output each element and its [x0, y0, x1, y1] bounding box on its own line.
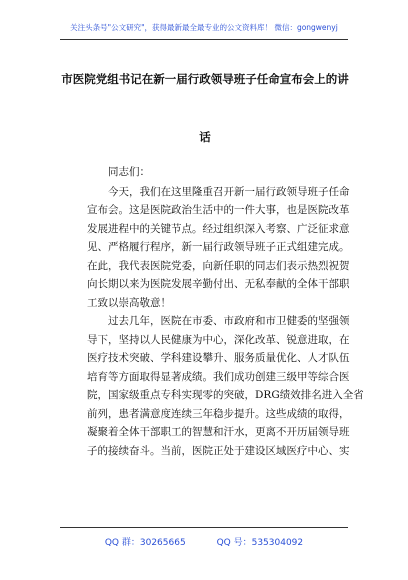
paragraph-line: 培育等方面取得显著成绩。我们成功创建三级甲等综合医 [87, 370, 350, 383]
document-title-line-2: 话 [199, 130, 211, 144]
footer-divider [60, 527, 348, 528]
header-note: 关注头条号"公文研究"，获得最新最全最专业的公文资料库！ 微信：gongwenyj [70, 23, 338, 32]
paragraph-line: 工致以崇高敬意！ [87, 296, 171, 309]
paragraph-line: 子的接续奋斗。当前，医院正处于建设区域医疗中心、实 [87, 444, 350, 457]
paragraph-line: 今天，我们在这里隆重召开新一届行政领导班子任命 [108, 185, 350, 198]
paragraph-line: 医疗技术突破、学科建设攀升、服务质量优化、人才队伍 [87, 352, 350, 364]
footer-qq-number: QQ 号：535304092 [216, 538, 304, 548]
paragraph-line: 院，国家级重点专科实现零的突破，DRG绩效排名进入全省 [87, 389, 364, 401]
paragraph-line: 发展进程中的关键节点。经过组织深入考察、广泛征求意 [87, 222, 350, 235]
paragraph-3 [87, 312, 364, 460]
footer-qq-group: QQ 群：30265665 [104, 538, 186, 548]
footer [0, 535, 408, 548]
paragraph-line: 宣布会。这是医院政治生活中的一件大事，也是医院改革 [87, 204, 350, 216]
document-title-line-1: 市医院党组书记在新一届行政领导班子任命宣布会上的讲 [61, 72, 349, 86]
document-body [87, 163, 364, 460]
paragraph-line: 前列，患者满意度连续三年稳步提升。这些成绩的取得， [87, 407, 350, 420]
paragraph-line: 导下，坚持以人民健康为中心，深化改革、锐意进取，在 [87, 333, 350, 346]
header-divider [60, 39, 348, 40]
salutation: 同志们： [108, 166, 150, 178]
paragraph-line: 在此，我代表医院党委，向新任职的同志们表示热烈祝贺 [87, 259, 350, 272]
paragraph-1 [87, 183, 350, 257]
paragraph-line: 向长期以来为医院发展辛勤付出、无私奉献的全体干部职 [87, 278, 350, 290]
paragraph-line: 过去几年，医院在市委、市政府和市卫健委的坚强领 [108, 315, 350, 327]
paragraph-line: 见、严格履行程序，新一届行政领导班子正式组建完成。 [87, 241, 350, 253]
paragraph-line: 凝聚着全体干部职工的智慧和汗水，更离不开历届领导班 [87, 426, 350, 438]
paragraph-2 [87, 257, 350, 313]
